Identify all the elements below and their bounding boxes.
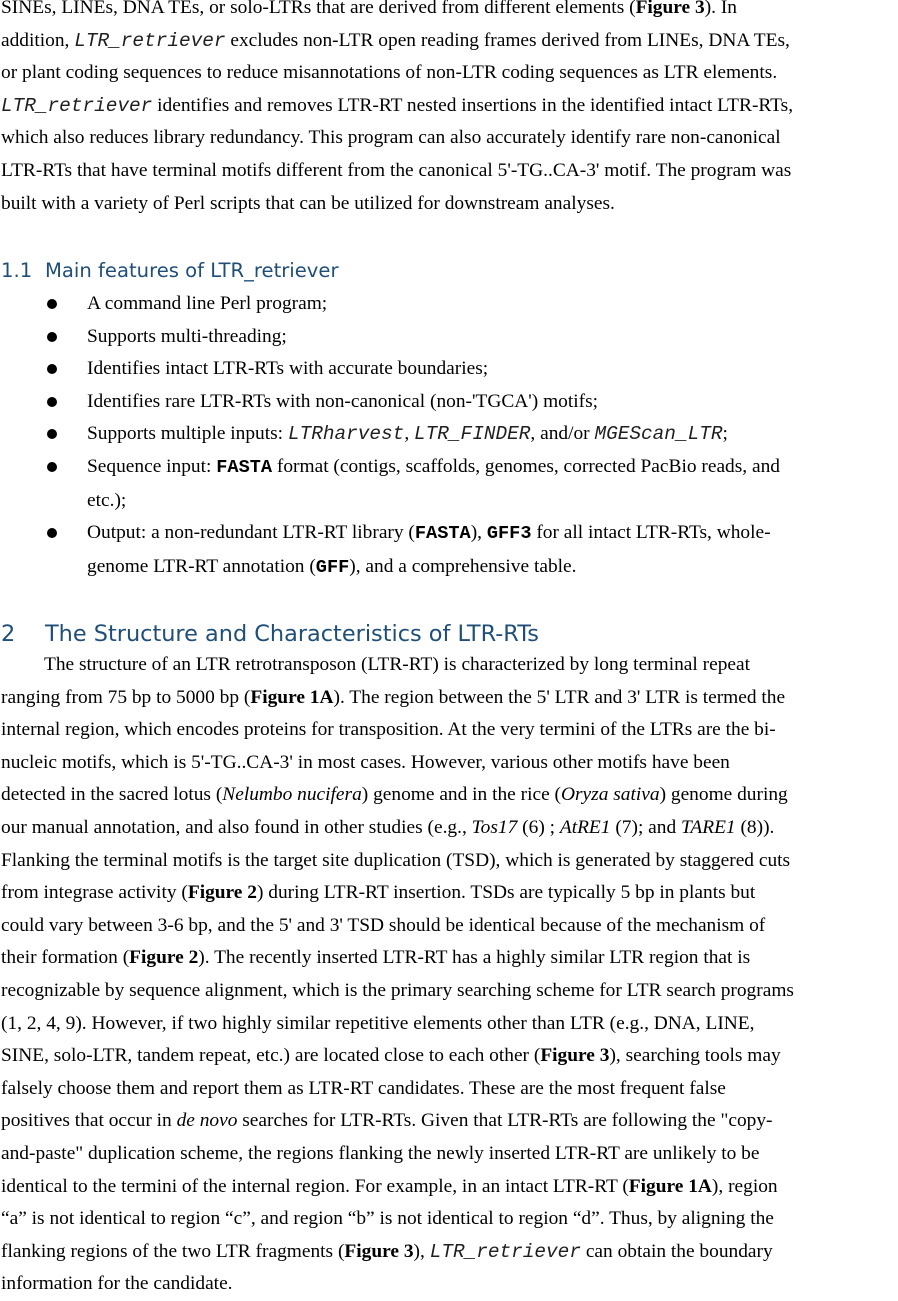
list-item: Sequence input: FASTA format (contigs, scaffolds, genomes, corrected PacBio reads, and etc.); [0, 451, 898, 517]
figure-reference: Figure 2 [187, 882, 257, 904]
text-line: from integrase activity (Figure 2) during LTR-RT insertion. TSDs are typically 5 bp in plants but [1, 882, 756, 904]
program-name: MGEScan_LTR [594, 423, 723, 446]
text-line: detected in the sacred lotus (Nelumbo nucifera) genome and in the rice (Oryza sativa) genome during [1, 784, 788, 806]
bullet-icon [47, 364, 57, 374]
text-line: identical to the termini of the internal region. For example, in an intact LTR-RT (Figure 1A), region [1, 1175, 778, 1197]
bullet-icon [47, 397, 57, 407]
element-name: TARE1 [681, 816, 736, 838]
species-name: Oryza sativa [561, 784, 660, 806]
species-name: Nelumbo nucifera [222, 784, 362, 806]
text-line: (1, 2, 4, 9). However, if two highly similar repetitive elements other than LTR (e.g., DNA, LINE, [1, 1012, 755, 1034]
figure-reference: Figure 3 [635, 0, 705, 18]
format-name: GFF3 [486, 523, 532, 545]
element-name: Tos17 [471, 816, 518, 838]
text-line: SINEs, LINEs, DNA TEs, or solo-LTRs that are derived from different elements (Figure 3). In [1, 0, 898, 25]
format-name: FASTA [216, 456, 273, 478]
bullet-icon [47, 332, 57, 342]
element-name: AtRE1 [559, 816, 611, 838]
structure-paragraph [1, 649, 898, 1301]
text-line: or plant coding sequences to reduce misannotations of non-LTR coding sequences as LTR elements. [1, 62, 778, 84]
list-item: Identifies intact LTR-RTs with accurate boundaries; [0, 353, 898, 386]
program-name: LTR_retriever [1, 94, 153, 117]
figure-reference: Figure 2 [129, 947, 199, 969]
figure-reference: Figure 1A [628, 1175, 712, 1197]
program-name: LTR_retriever [429, 1240, 581, 1263]
list-item: Output: a non-redundant LTR-RT library (FASTA), GFF3 for all intact LTR-RTs, whole- genome LTR-RT annotation (GFF), and a comprehensive table. [0, 517, 898, 584]
text-line: ranging from 75 bp to 5000 bp (Figure 1A). The region between the 5' LTR and 3' LTR is termed the [1, 686, 786, 708]
text-line: Flanking the terminal motifs is the target site duplication (TSD), which is generated by staggered cuts [1, 849, 791, 871]
text-line: and-paste" duplication scheme, the regions flanking the newly inserted LTR-RT are unlikely to be [1, 1142, 760, 1164]
figure-reference: Figure 3 [344, 1240, 414, 1262]
text-line: their formation (Figure 2). The recently inserted LTR-RT has a highly similar LTR region that is [1, 947, 751, 969]
section-heading-structure: 2 The Structure and Characteristics of LTR-RTs [1, 621, 539, 647]
bullet-icon [47, 299, 57, 309]
list-item: Identifies rare LTR-RTs with non-canonical (non-'TGCA') motifs; [0, 386, 898, 419]
program-name: LTR_FINDER [414, 423, 531, 446]
text-line: addition, LTR_retriever excludes non-LTR open reading frames derived from LINEs, DNA TEs, [1, 29, 790, 52]
text-line: flanking regions of the two LTR fragments (Figure 3), LTR_retriever can obtain the boundary [1, 1240, 773, 1263]
text-line: recognizable by sequence alignment, which is the primary searching scheme for LTR search programs [1, 979, 794, 1001]
text-line: “a” is not identical to region “c”, and region “b” is not identical to region “d”. Thus, by aligning the [1, 1208, 774, 1230]
text-line: positives that occur in de novo searches for LTR-RTs. Given that LTR-RTs are following the "copy- [1, 1110, 773, 1132]
emphasis-text: de novo [176, 1110, 238, 1132]
format-name: GFF [315, 556, 350, 578]
program-name: LTR_retriever [74, 29, 226, 52]
text-line: internal region, which encodes proteins for transposition. At the very termini of the LTRs are the bi- [1, 719, 776, 741]
bullet-icon [47, 528, 57, 538]
text-line: built with a variety of Perl scripts that can be utilized for downstream analyses. [1, 192, 615, 214]
text-line: nucleic motifs, which is 5'-TG..CA-3' in most cases. However, various other motifs have been [1, 751, 730, 773]
figure-reference: Figure 1A [250, 686, 334, 708]
text-line: LTR_retriever identifies and removes LTR-RT nested insertions in the identified intact LTR-RTs, [1, 94, 794, 117]
list-item: A command line Perl program; [0, 288, 898, 321]
feature-list [0, 288, 898, 584]
format-name: FASTA [414, 523, 471, 545]
text-line: which also reduces library redundancy. This program can also accurately identify rare non-canonical [1, 127, 781, 149]
list-item: Supports multi-threading; [0, 321, 898, 354]
text-line: could vary between 3-6 bp, and the 5' and 3' TSD should be identical because of the mechanism of [1, 914, 766, 936]
program-name: LTRharvest [287, 423, 405, 446]
text-line: LTR-RTs that have terminal motifs different from the canonical 5'-TG..CA-3' motif. The program was [1, 159, 792, 181]
text-line: The structure of an LTR retrotransposon (LTR-RT) is characterized by long terminal repeat [44, 654, 750, 675]
bullet-icon [47, 462, 57, 472]
text-line: SINE, solo-LTR, tandem repeat, etc.) are located close to each other (Figure 3), searching tools may [1, 1045, 781, 1067]
bullet-icon [47, 429, 57, 439]
intro-paragraph [1, 0, 898, 220]
figure-reference: Figure 3 [540, 1045, 610, 1067]
list-item: Supports multiple inputs: LTRharvest, LTR_FINDER, and/or MGEScan_LTR; [0, 418, 898, 451]
text-line: falsely choose them and report them as LTR-RT candidates. These are the most frequent false [1, 1077, 726, 1099]
section-heading-main-features: 1.1 Main features of LTR_retriever [1, 259, 339, 282]
text-line: our manual annotation, and also found in other studies (e.g., Tos17 (6) ; AtRE1 (7); and TARE1 (8)). [1, 816, 775, 838]
text-line: information for the candidate. [1, 1273, 233, 1295]
